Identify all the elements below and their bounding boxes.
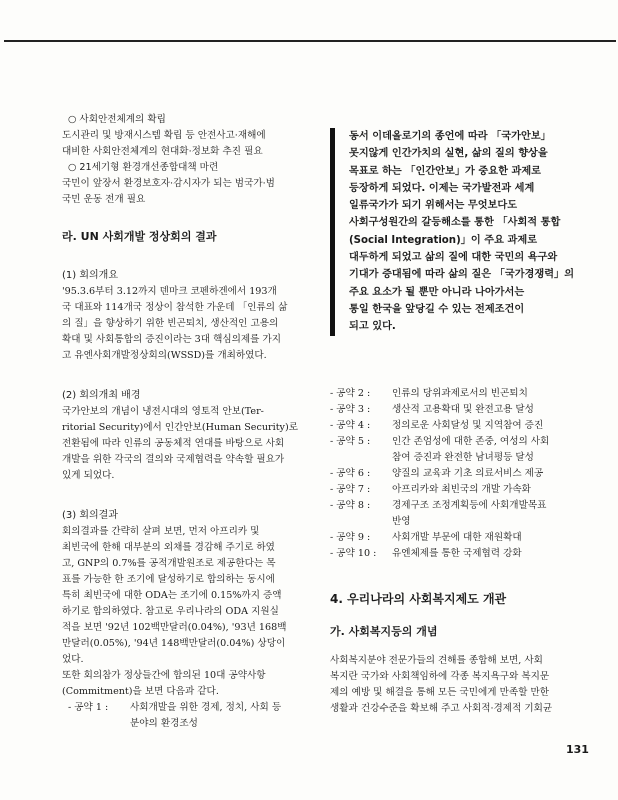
- page-number: 131: [566, 743, 589, 756]
- commitment-key: - 공약 4 :: [330, 419, 371, 431]
- commitment-line: 생산적 고용확대 및 완전고용 달성: [392, 403, 534, 415]
- highlight-line: 되고 있다.: [349, 321, 396, 333]
- body-text: 하기로 합의하였다. 참고로 우리나라의 ODA 지원실: [62, 606, 279, 617]
- body-text: 개발을 위한 각국의 결의와 국제협력을 약속할 필요가: [62, 454, 285, 465]
- highlight-line: 사회구성원간의 갈등해소를 통한 「사회적 통합: [349, 217, 561, 229]
- commitment-key: - 공약 6 :: [330, 467, 371, 479]
- top-rule: [4, 40, 616, 42]
- body-text: 적을 보면 '92년 102백만달러(0.04%), '93년 168백: [62, 622, 287, 633]
- subsection-heading: (1) 회의개요: [62, 270, 118, 281]
- body-text: 었다.: [62, 654, 84, 665]
- commitment-key: - 공약 8 :: [330, 499, 371, 511]
- body-text: 의 질」을 향상하기 위한 빈곤퇴치, 생산적인 고용의: [62, 318, 279, 329]
- commitment-line: 사회개발 부문에 대한 재원확대: [392, 531, 522, 543]
- body-text: 대비한 사회안전체계의 현대화·정보화 추진 필요: [62, 146, 263, 157]
- section-heading: 4. 우리나라의 사회복지제도 개관: [330, 591, 507, 606]
- subsection-heading: (3) 회의결과: [62, 510, 118, 521]
- commitment-item: [330, 546, 558, 562]
- commitment-item: [330, 498, 558, 530]
- highlight-box: [330, 128, 575, 336]
- commitment-line: 정의로운 사회달성 및 지역참여 증진: [392, 419, 544, 431]
- highlight-line: 통일 한국을 앞당길 수 있는 전제조건이: [349, 303, 525, 315]
- body-text: 복지란 국가와 사회책임하에 각종 복지욕구와 복지문: [330, 670, 550, 682]
- commitment-item: [330, 402, 558, 418]
- body-text: 표를 가능한 한 조기에 달성하기로 합의하는 동시에: [62, 574, 275, 585]
- body-text: 확대 및 사회통합의 증진이라는 3대 핵심의제를 가지: [62, 334, 282, 345]
- body-text: 제의 예방 및 해결을 통해 모든 국민에게 만족할 만한: [330, 686, 550, 698]
- commitment-item: [330, 482, 558, 498]
- commitment-item: [330, 386, 558, 402]
- body-text: 특히 최빈국에 대한 ODA는 조기에 0.15%까지 증액: [62, 590, 282, 601]
- body-text: 도시관리 및 방재시스템 확립 등 안전사고·재해에: [62, 130, 266, 141]
- body-text: 또한 회의참가 정상들간에 합의된 10대 공약사항: [62, 670, 266, 681]
- commitment-text: [392, 434, 558, 466]
- bullet-heading: ○ 사회안전체계의 확립: [68, 114, 166, 125]
- commitment-key: - 공약 7 :: [330, 483, 371, 495]
- highlight-line: 기대가 증대됨에 따라 삶의 질은 「국가경쟁력」의: [349, 269, 575, 281]
- commitment-line: 양질의 교육과 기초 의료서비스 제공: [392, 467, 544, 479]
- subsection-heading: (2) 회의개최 배경: [62, 390, 141, 401]
- commitment-key: - 공약 2 :: [330, 387, 371, 399]
- commitment-key: - 공약 5 :: [330, 435, 371, 447]
- commitment-text: [392, 466, 558, 482]
- highlight-line: 등장하게 되었다. 이제는 국가발전과 세계: [349, 182, 535, 194]
- commitment-item: [330, 434, 558, 466]
- commitment-line: 인류의 당위과제로서의 빈곤퇴치: [392, 387, 528, 399]
- commitment-text: [392, 418, 558, 434]
- body-text: 고 유엔사회개발정상회의(WSSD)를 개최하였다.: [62, 350, 267, 361]
- highlight-line: 주요 요소가 될 뿐만 아니라 나아가서는: [349, 286, 525, 298]
- highlight-line: 일류국가가 되기 위해서는 무엇보다도: [349, 200, 518, 212]
- commitment-line: 인간 존엄성에 대한 존중, 여성의 사회: [392, 435, 550, 447]
- commitment-text: [392, 482, 558, 498]
- body-text: 전환됨에 따라 인류의 공동체적 연대를 바탕으로 사회: [62, 438, 285, 449]
- commitment-item: [330, 466, 558, 482]
- commitment-key: - 공약 1 :: [68, 702, 109, 713]
- commitment-text: [392, 530, 558, 546]
- commitment-line: 아프리카와 최빈국의 개발 가속화: [392, 483, 531, 495]
- body-text: (Commitment)을 보면 다음과 같다.: [62, 686, 219, 697]
- commitment-key: - 공약 3 :: [330, 403, 371, 415]
- body-text: 생활과 건강수준을 확보해 주고 사회적·경제적 기회균: [330, 702, 553, 714]
- commitment-line: 분야의 환경조성: [130, 718, 198, 729]
- body-text: 국민이 앞장서 환경보호자·감시자가 되는 범국가·범: [62, 178, 275, 189]
- commitment-text: [392, 386, 558, 402]
- commitment-text: [392, 546, 558, 562]
- commitment-line: 경제구조 조정계획등에 사회개발목표: [392, 499, 547, 511]
- commitment-key: - 공약 10 :: [330, 547, 377, 559]
- commitment-item: [330, 530, 558, 546]
- body-text: 국민 운동 전개 필요: [62, 194, 146, 205]
- commitment-text: [392, 402, 558, 418]
- commitment-line: 유엔체제를 통한 국제협력 강화: [392, 547, 522, 559]
- bullet-heading: ○ 21세기형 환경개선종합대책 마련: [68, 162, 219, 173]
- body-text: '95.3.6부터 3.12까지 덴마크 코펜하겐에서 193개: [62, 286, 277, 297]
- body-text: ritorial Security)에서 인간안보(Human Security)로: [62, 422, 298, 433]
- subsection-heading: 가. 사회복지등의 개념: [330, 624, 438, 638]
- body-text: 만달러(0.05%), '94년 148백만달러(0.04%) 상당이: [62, 638, 286, 649]
- left-column: [62, 112, 318, 732]
- body-text: 회의결과를 간략히 살펴 보면, 먼저 아프리카 및: [62, 526, 260, 537]
- commitment-text: [130, 700, 318, 732]
- highlight-line: 못지않게 인간가치의 실현, 삶의 질의 향상을: [349, 148, 548, 160]
- commitment-key: - 공약 9 :: [330, 531, 371, 543]
- commitment-list: [330, 386, 558, 562]
- commitment-line: 반영: [392, 515, 411, 527]
- body-text: 있게 되었다.: [62, 470, 115, 481]
- commitment-line: 사회개발을 위한 경제, 정치, 사회 등: [130, 702, 282, 713]
- right-column: [330, 112, 575, 717]
- body-text: 국 대표와 114개국 정상이 참석한 가운데 「인류의 삶: [62, 302, 288, 313]
- commitment-line: 참여 증진과 완전한 남녀평등 달성: [392, 451, 534, 463]
- commitment-text: [392, 498, 558, 530]
- section-heading: 라. UN 사회개발 정상회의 결과: [62, 230, 217, 243]
- highlight-line: 대두하게 되었고 삶의 질에 대한 국민의 욕구와: [349, 252, 558, 264]
- body-text: 최빈국에 한해 대부분의 외채를 경감해 주기로 하였: [62, 542, 275, 553]
- commitment-item: [330, 418, 558, 434]
- highlight-line: 목표로 하는 「인간안보」가 중요한 과제로: [349, 165, 542, 177]
- commitment-item: [62, 700, 318, 732]
- body-text: 사회복지분야 전문가들의 견해를 종합해 보면, 사회: [330, 654, 543, 666]
- highlight-line: 동서 이데올로기의 종언에 따라 「국가안보」: [349, 131, 551, 142]
- highlight-line: (Social Integration)」이 주요 과제로: [349, 234, 538, 246]
- body-text: 국가안보의 개념이 냉전시대의 영토적 안보(Ter-: [62, 406, 264, 417]
- body-text: 고, GNP의 0.7%를 공적개발원조로 제공한다는 목: [62, 558, 276, 569]
